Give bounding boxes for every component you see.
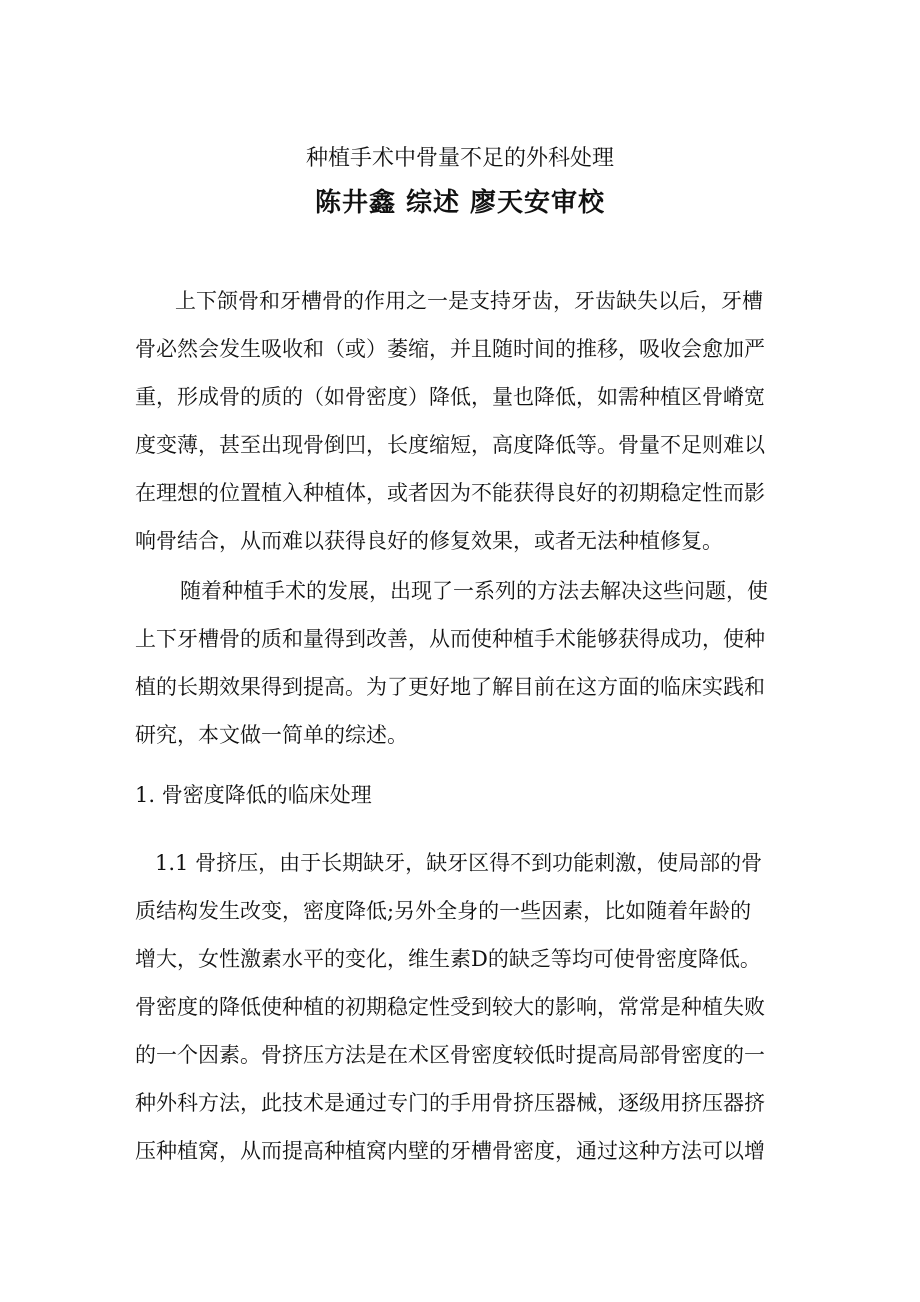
paragraph-1-line: 上下颌骨和牙槽骨的作用之一是支持牙齿，牙齿缺失以后，牙槽 <box>175 289 763 313</box>
paragraph-3-line: 增大，女性激素水平的变化，维生素D的缺乏等均可使骨密度降低。 <box>135 947 761 971</box>
author-byline: 陈井鑫 综述 廖天安审校 <box>314 188 606 218</box>
paragraph-1-line: 重，形成骨的质的（如骨密度）降低，量也降低，如需种植区骨嵴宽 <box>135 385 765 409</box>
paragraph-3-line: 骨密度的降低使种植的初期稳定性受到较大的影响，常常是种植失败 <box>135 995 765 1019</box>
section-heading: 1. 骨密度降低的临床处理 <box>135 783 372 807</box>
paragraph-2-line: 上下牙槽骨的质和量得到改善，从而使种植手术能够获得成功，使种 <box>135 627 765 651</box>
paragraph-3-line: 压种植窝，从而提高种植窝内壁的牙槽骨密度，通过这种方法可以增 <box>135 1139 765 1163</box>
paragraph-1-line: 响骨结合，从而难以获得良好的修复效果，或者无法种植修复。 <box>135 529 723 553</box>
paragraph-2-line: 植的长期效果得到提高。为了更好地了解目前在这方面的临床实践和 <box>135 675 765 699</box>
paragraph-3-line: 质结构发生改变，密度降低;另外全身的一些因素，比如随着年龄的 <box>135 899 752 923</box>
paragraph-2-line: 随着种植手术的发展，出现了一系列的方法去解决这些问题，使 <box>180 579 768 603</box>
paragraph-3-line: 的一个因素。骨挤压方法是在术区骨密度较低时提高局部骨密度的一 <box>135 1043 765 1067</box>
paragraph-1-line: 骨必然会发生吸收和（或）萎缩，并且随时间的推移，吸收会愈加严 <box>135 337 765 361</box>
paragraph-2-line: 研究，本文做一简单的综述。 <box>135 723 408 747</box>
document-title: 种植手术中骨量不足的外科处理 <box>305 146 614 171</box>
paragraph-1-line: 在理想的位置植入种植体，或者因为不能获得良好的初期稳定性而影 <box>135 481 765 505</box>
paragraph-3-line: 种外科方法，此技术是通过专门的手用骨挤压器械，逐级用挤压器挤 <box>135 1091 765 1115</box>
paragraph-1-line: 度变薄，甚至出现骨倒凹，长度缩短，高度降低等。骨量不足则难以 <box>135 433 765 457</box>
paragraph-3-line: 1.1 骨挤压，由于长期缺牙，缺牙区得不到功能刺激，使局部的骨 <box>155 851 763 875</box>
